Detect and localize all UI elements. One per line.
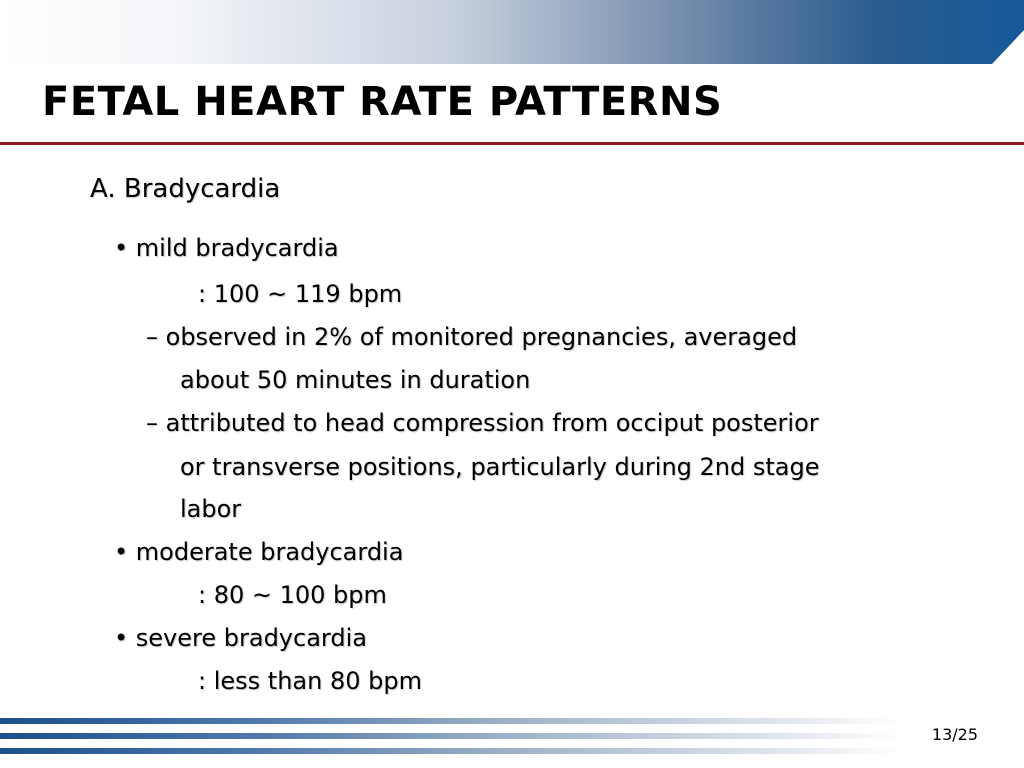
mild-range: : 100 ~ 119 bpm [198,280,403,308]
footer-stripe [0,748,1024,754]
mild-subpoint-2: – attributed to head compression from occiput posterior [146,409,819,437]
footer-stripes [0,718,1024,768]
mild-subpoint-2-cont-2: labor [180,495,242,523]
bullet-severe: • severe bradycardia [114,624,367,652]
bullet-mild: • mild bradycardia [114,234,339,262]
mild-subpoint-1: – observed in 2% of monitored pregnancies, averaged [146,323,798,351]
mild-subpoint-2-cont: or transverse positions, particularly during 2nd stage [180,453,820,481]
slide-title: FETAL HEART RATE PATTERNS [42,79,723,125]
header-gradient-band [0,0,1024,64]
page-number: 13/25 [931,725,978,744]
bullet-moderate: • moderate bradycardia [114,538,404,566]
mild-subpoint-1-cont: about 50 minutes in duration [180,366,531,394]
moderate-range: : 80 ~ 100 bpm [198,581,387,609]
section-heading: A. Bradycardia [90,174,281,204]
footer-stripe [0,733,1024,739]
severe-range: : less than 80 bpm [198,667,422,695]
title-divider [0,142,1024,145]
footer-stripe [0,718,1024,724]
